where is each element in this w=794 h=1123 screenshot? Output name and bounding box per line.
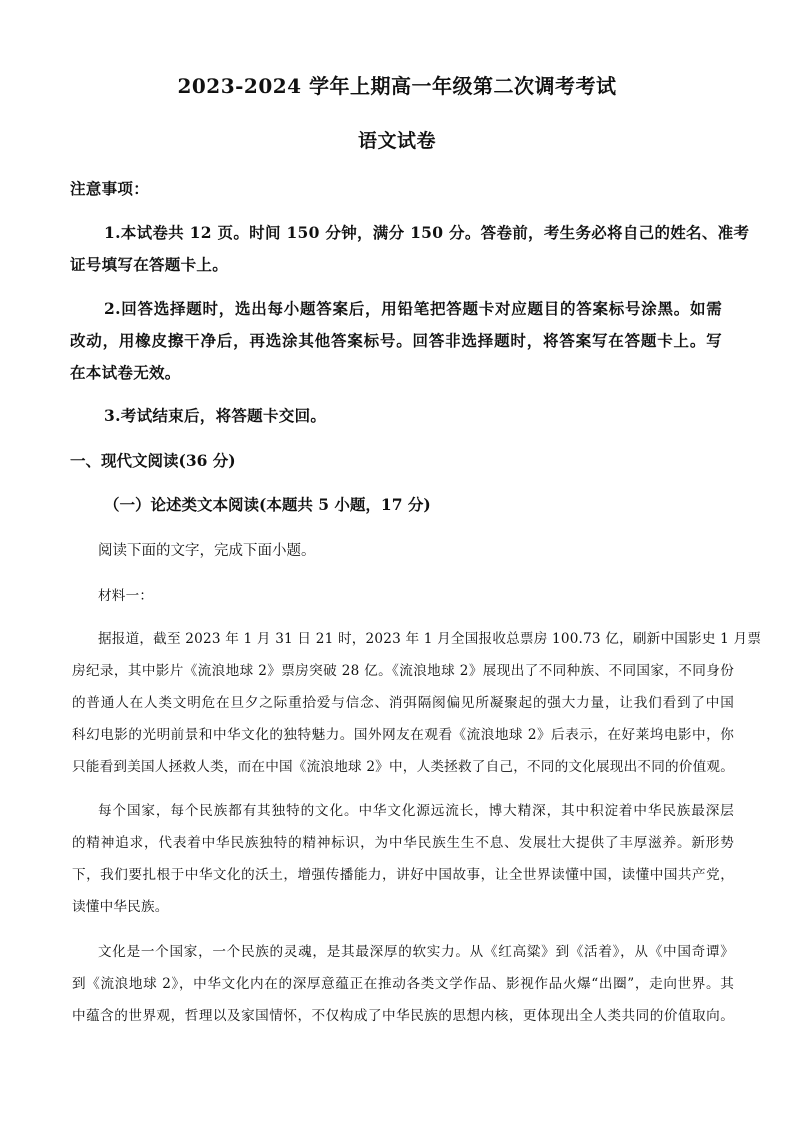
material-line: 的普通人在人类文明危在旦夕之际重拾爱与信念、消弭隔阂偏见所凝聚起的强大力量，让我们看到了中国 (72, 695, 734, 711)
notice-line: 1.本试卷共 12 页。时间 150 分钟，满分 150 分。答卷前，考生务必将自己的姓名、准考 (104, 223, 750, 242)
material-line: 房纪录，其中影片《流浪地球 2》票房突破 28 亿。《流浪地球 2》展现出了不同种族、不同国家，不同身份 (72, 663, 734, 679)
notice-line: 改动，用橡皮擦干净后，再选涂其他答案标号。回答非选择题时，将答案写在答题卡上。写 (70, 331, 722, 350)
material-line: 到《流浪地球 2》，中华文化内在的深厚意蕴正在推动各类文学作品、影视作品火爆“出圈”，走向世界。其 (72, 976, 734, 992)
notice-line: 证号填写在答题卡上。 (70, 255, 229, 274)
material-line: 只能看到美国人拯救人类，而在中国《流浪地球 2》中，人类拯救了自己，不同的文化展现出不同的价值观。 (72, 759, 734, 775)
exam-title: 2023-2024 学年上期高一年级第二次调考考试 (177, 74, 617, 98)
notice-line: 2.回答选择题时，选出每小题答案后，用铅笔把答题卡对应题目的答案标号涂黑。如需 (104, 299, 722, 318)
material-line: 下，我们要扎根于中华文化的沃土，增强传播能力，讲好中国故事，让全世界读懂中国，读懂中国共产党， (72, 867, 734, 883)
notice-line: 3.考试结束后，将答题卡交回。 (104, 406, 327, 425)
material-line: 的精神追求，代表着中华民族独特的精神标识，为中华民族生生不息、发展壮大提供了丰厚滋养。新形势 (72, 835, 734, 851)
reading-instruction: 阅读下面的文字，完成下面小题。 (98, 543, 316, 559)
material-label: 材料一： (98, 588, 154, 604)
notice-heading: 注意事项： (70, 179, 150, 198)
material-line: 每个国家，每个民族都有其独特的文化。中华文化源远流长，博大精深，其中积淀着中华民族最深层 (98, 803, 734, 819)
material-line: 文化是一个国家，一个民族的灵魂，是其最深厚的软实力。从《红高粱》到《活着》，从《中国奇谭》 (98, 944, 734, 960)
material-line: 科幻电影的光明前景和中华文化的独特魅力。国外网友在观看《流浪地球 2》后表示，在好莱坞电影中，你 (72, 727, 734, 743)
section-heading: 一、现代文阅读(36 分) (70, 451, 236, 470)
material-line: 中蕴含的世界观，哲理以及家国情怀，不仅构成了中华民族的思想内核，更体现出全人类共同的价值取向。 (72, 1008, 734, 1024)
subsection-heading: （一）论述类文本阅读(本题共 5 小题，17 分) (104, 495, 431, 514)
material-line: 据报道，截至 2023 年 1 月 31 日 21 时，2023 年 1 月全国报收总票房 100.73 亿，刷新中国影史 1 月票 (98, 631, 762, 647)
notice-line: 在本试卷无效。 (70, 363, 181, 382)
exam-subtitle: 语文试卷 (357, 130, 436, 152)
material-line: 读懂中华民族。 (72, 899, 169, 915)
